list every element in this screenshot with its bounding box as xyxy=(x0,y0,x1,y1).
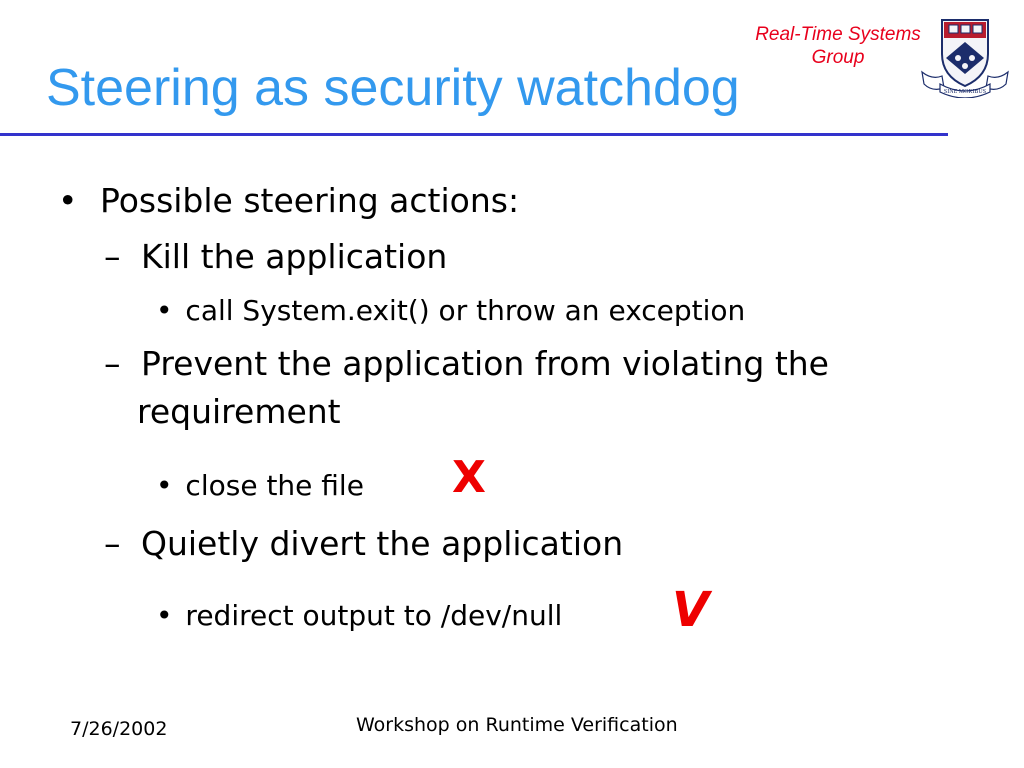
bullet-level1 xyxy=(58,181,520,220)
seal-motto: SINE MORIBUS xyxy=(943,89,987,95)
bullet-level3 xyxy=(156,294,746,327)
footer-event: Workshop on Runtime Verification xyxy=(356,714,678,736)
bullet-dash: – xyxy=(104,344,121,383)
bullet-text: call System.exit() or throw an exception xyxy=(185,294,746,327)
x-mark: X xyxy=(452,452,486,503)
footer-date: 7/26/2002 xyxy=(70,718,168,740)
title-underline xyxy=(0,133,948,136)
bullet-level2 xyxy=(104,344,829,383)
bullet-text: Quietly divert the application xyxy=(141,524,624,563)
bullet-level2 xyxy=(104,524,624,563)
group-label-line2: Group xyxy=(811,46,865,68)
bullet-dot: • xyxy=(156,469,173,502)
bullet-text: Prevent the application from violating the xyxy=(141,344,829,383)
bullet-text: close the file xyxy=(185,469,364,502)
bullet-dash: – xyxy=(104,237,121,276)
bullet-dot: • xyxy=(58,181,78,220)
bullet-dash: – xyxy=(104,524,121,563)
bullet-level2 xyxy=(104,237,448,276)
bullet-text: redirect output to /dev/null xyxy=(185,599,563,632)
group-label-line1: Real-Time Systems xyxy=(755,24,921,45)
university-seal-logo xyxy=(920,14,1010,98)
bullet-dot: • xyxy=(156,294,173,327)
bullet-text: Kill the application xyxy=(141,237,448,276)
group-label xyxy=(748,24,928,70)
v-mark: V xyxy=(672,582,710,638)
bullet-text: Possible steering actions: xyxy=(99,181,520,220)
bullet-level3 xyxy=(156,469,364,502)
bullet-text-continuation: requirement xyxy=(137,392,341,431)
slide-title: Steering as security watchdog xyxy=(46,59,740,117)
bullet-level3 xyxy=(156,599,563,632)
bullet-dot: • xyxy=(156,599,173,632)
